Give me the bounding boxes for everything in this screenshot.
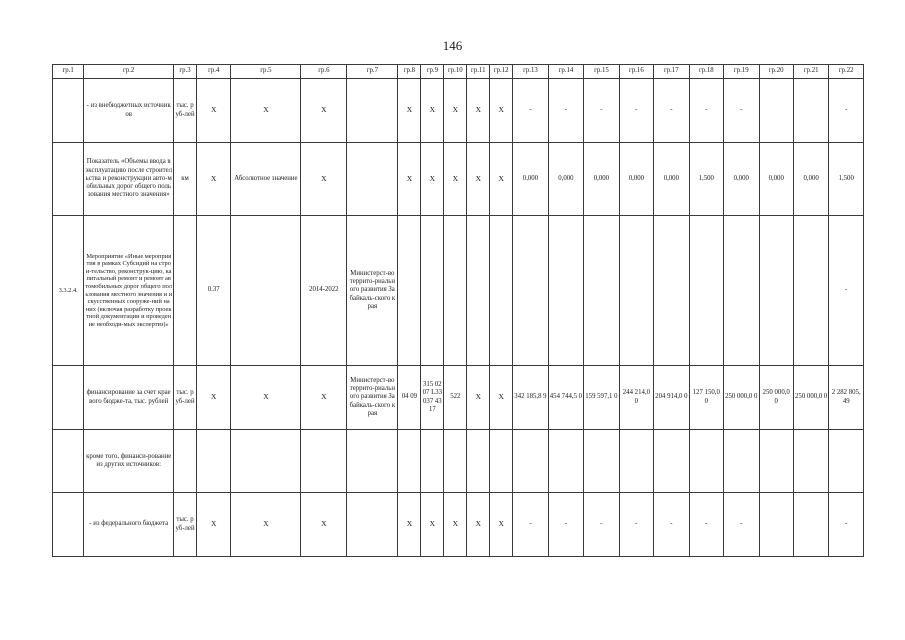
table-cell: - — [548, 79, 583, 143]
table-cell — [174, 216, 197, 366]
table-cell — [654, 430, 689, 493]
table-cell: 0,000 — [548, 143, 583, 216]
table-cell: 159 597,1 0 — [584, 366, 619, 430]
table-cell — [548, 216, 583, 366]
table-cell: - — [829, 493, 864, 557]
table-cell: 522 — [444, 366, 467, 430]
table-cell: X — [301, 143, 347, 216]
table-cell — [490, 216, 513, 366]
table-cell — [793, 79, 828, 143]
table-cell — [759, 430, 793, 493]
table-cell: 244 214,0 0 — [619, 366, 653, 430]
table-cell: - — [513, 493, 548, 557]
table-cell: - — [724, 79, 759, 143]
column-header: гр.14 — [548, 65, 583, 79]
table-cell: - — [619, 79, 653, 143]
table-cell: тыс. руб-лей — [174, 366, 197, 430]
table-cell — [759, 493, 793, 557]
table-cell — [444, 216, 467, 366]
table-cell: 204 914,0 0 — [654, 366, 689, 430]
table-cell: X — [444, 493, 467, 557]
page-number: 146 — [442, 38, 463, 53]
table-cell: X — [398, 143, 421, 216]
column-header: гр.13 — [513, 65, 548, 79]
table-cell — [793, 493, 828, 557]
table-cell — [689, 216, 723, 366]
table-cell: X — [197, 143, 231, 216]
table-cell — [513, 430, 548, 493]
table-cell: X — [301, 493, 347, 557]
table-cell: - — [689, 79, 723, 143]
table-cell — [231, 216, 301, 366]
table-cell — [619, 216, 653, 366]
table-cell — [490, 430, 513, 493]
table-cell: 0,000 — [584, 143, 619, 216]
table-cell — [421, 430, 444, 493]
table-cell: Показатель «Объемы ввода в эксплуатацию после строительства и реконструкции авто-мобильных дорог общего пользования местного значения» — [84, 143, 174, 216]
table-cell — [513, 216, 548, 366]
table-cell: 0,000 — [759, 143, 793, 216]
table-cell: 0,000 — [654, 143, 689, 216]
table-cell: X — [467, 366, 490, 430]
table-cell: - — [724, 493, 759, 557]
table-cell — [444, 430, 467, 493]
table-cell: финансирование за счет краевого бюдже-та, тыс. рублей — [84, 366, 174, 430]
table-row — [53, 143, 864, 216]
table-cell: X — [301, 366, 347, 430]
column-header: гр.19 — [724, 65, 759, 79]
table-row — [53, 430, 864, 493]
column-header: гр.15 — [584, 65, 619, 79]
table-cell — [301, 430, 347, 493]
table-cell — [724, 430, 759, 493]
table-cell — [398, 216, 421, 366]
table-cell — [619, 430, 653, 493]
table-cell: 3.3.2.4. — [53, 216, 84, 366]
table-cell: - — [513, 79, 548, 143]
table-cell — [53, 366, 84, 430]
table-cell — [584, 430, 619, 493]
table-cell: 04 09 — [398, 366, 421, 430]
table-cell: км — [174, 143, 197, 216]
table-cell: 2 282 805,49 — [829, 366, 864, 430]
table-cell — [759, 216, 793, 366]
table-cell: 0,000 — [724, 143, 759, 216]
table-cell: Абсолютное значение — [231, 143, 301, 216]
table-cell: X — [467, 79, 490, 143]
table-cell: X — [444, 79, 467, 143]
table-cell: X — [398, 493, 421, 557]
table-cell: - — [619, 493, 653, 557]
table-cell — [467, 216, 490, 366]
column-header: гр.11 — [467, 65, 490, 79]
program-table — [52, 64, 864, 557]
table-cell: 315 02 07 L33037 4317 — [421, 366, 444, 430]
table-cell — [467, 430, 490, 493]
column-header: гр.2 — [84, 65, 174, 79]
table-cell — [421, 216, 444, 366]
column-header: гр.7 — [347, 65, 398, 79]
table-cell: X — [231, 366, 301, 430]
table-cell: - — [584, 493, 619, 557]
table-cell: - из внебюджетных источников — [84, 79, 174, 143]
table-cell: - — [689, 493, 723, 557]
table-row — [53, 216, 864, 366]
table-cell — [759, 79, 793, 143]
table-cell — [347, 143, 398, 216]
table-cell: 0,000 — [793, 143, 828, 216]
table-cell — [174, 430, 197, 493]
table-cell: тыс. руб-лей — [174, 493, 197, 557]
table-cell: 250 000,0 0 — [759, 366, 793, 430]
header-row — [53, 65, 864, 79]
table-cell — [347, 79, 398, 143]
table-cell: 0,000 — [513, 143, 548, 216]
table-cell: X — [490, 79, 513, 143]
table-cell — [398, 430, 421, 493]
table-cell: X — [301, 79, 347, 143]
table-cell: 127 150,0 0 — [689, 366, 723, 430]
table-cell: 2014-2022 — [301, 216, 347, 366]
column-header: гр.21 — [793, 65, 828, 79]
table-cell: X — [197, 79, 231, 143]
table-cell — [53, 143, 84, 216]
table-cell: X — [197, 366, 231, 430]
table-cell: X — [444, 143, 467, 216]
table-cell — [197, 430, 231, 493]
table-cell: 454 744,5 0 — [548, 366, 583, 430]
table-cell — [53, 79, 84, 143]
table-cell: X — [467, 493, 490, 557]
table-cell: X — [421, 79, 444, 143]
table-cell: - из федерального бюджета — [84, 493, 174, 557]
column-header: гр.17 — [654, 65, 689, 79]
table-cell: - — [829, 216, 864, 366]
table-cell: - — [829, 79, 864, 143]
table-cell: - — [654, 79, 689, 143]
table-cell — [347, 493, 398, 557]
table-cell: X — [467, 143, 490, 216]
table-cell — [724, 216, 759, 366]
table-cell — [53, 493, 84, 557]
table-cell — [53, 430, 84, 493]
table-cell — [347, 430, 398, 493]
table-cell — [829, 430, 864, 493]
table-cell: 342 185,8 9 — [513, 366, 548, 430]
table-cell: X — [197, 493, 231, 557]
column-header: гр.9 — [421, 65, 444, 79]
column-header: гр.5 — [231, 65, 301, 79]
table-cell — [793, 430, 828, 493]
column-header: гр.4 — [197, 65, 231, 79]
table-cell: X — [398, 79, 421, 143]
table-cell: кроме того, финанси-рование из других источников: — [84, 430, 174, 493]
table-cell: Мероприятие «Иные мероприятия в рамках Субсидий на строи-тельство, реконструк-цию, капитальный ремонт и ремонт автомобильных дорог общего пользования местного значения и искусственных сооруже-ний на них (включая разработку проектной документации и проведение необходи-мых экспертиз)» — [84, 216, 174, 366]
table-cell: тыс. руб-лей — [174, 79, 197, 143]
column-header: гр.20 — [759, 65, 793, 79]
table-cell — [584, 216, 619, 366]
table-cell: X — [421, 143, 444, 216]
table-cell: X — [231, 493, 301, 557]
table-cell: - — [654, 493, 689, 557]
table-cell: X — [490, 493, 513, 557]
table-cell — [689, 430, 723, 493]
table-cell: X — [421, 493, 444, 557]
table-cell: - — [548, 493, 583, 557]
table-cell: 0.37 — [197, 216, 231, 366]
table-row — [53, 493, 864, 557]
table-cell: Министерст-во террито-риального развития Забайкаль-ского края — [347, 366, 398, 430]
table-cell — [231, 430, 301, 493]
table-cell: - — [584, 79, 619, 143]
table-cell: X — [490, 366, 513, 430]
column-header: гр.10 — [444, 65, 467, 79]
table-cell: 1,500 — [689, 143, 723, 216]
table-cell — [793, 216, 828, 366]
column-header: гр.6 — [301, 65, 347, 79]
table-cell — [654, 216, 689, 366]
table-cell: X — [490, 143, 513, 216]
column-header: гр.18 — [689, 65, 723, 79]
column-header: гр.22 — [829, 65, 864, 79]
table-cell: 250 000,0 0 — [793, 366, 828, 430]
table-row — [53, 366, 864, 430]
column-header: гр.8 — [398, 65, 421, 79]
column-header: гр.1 — [53, 65, 84, 79]
table-cell: 0,000 — [619, 143, 653, 216]
column-header: гр.12 — [490, 65, 513, 79]
table-row — [53, 79, 864, 143]
table-cell: 1,500 — [829, 143, 864, 216]
table-cell: Министерст-во террито-риального развития Забайкаль-ского края — [347, 216, 398, 366]
table-cell: X — [231, 79, 301, 143]
column-header: гр.16 — [619, 65, 653, 79]
table-cell: 250 000,0 0 — [724, 366, 759, 430]
table-cell — [548, 430, 583, 493]
column-header: гр.3 — [174, 65, 197, 79]
